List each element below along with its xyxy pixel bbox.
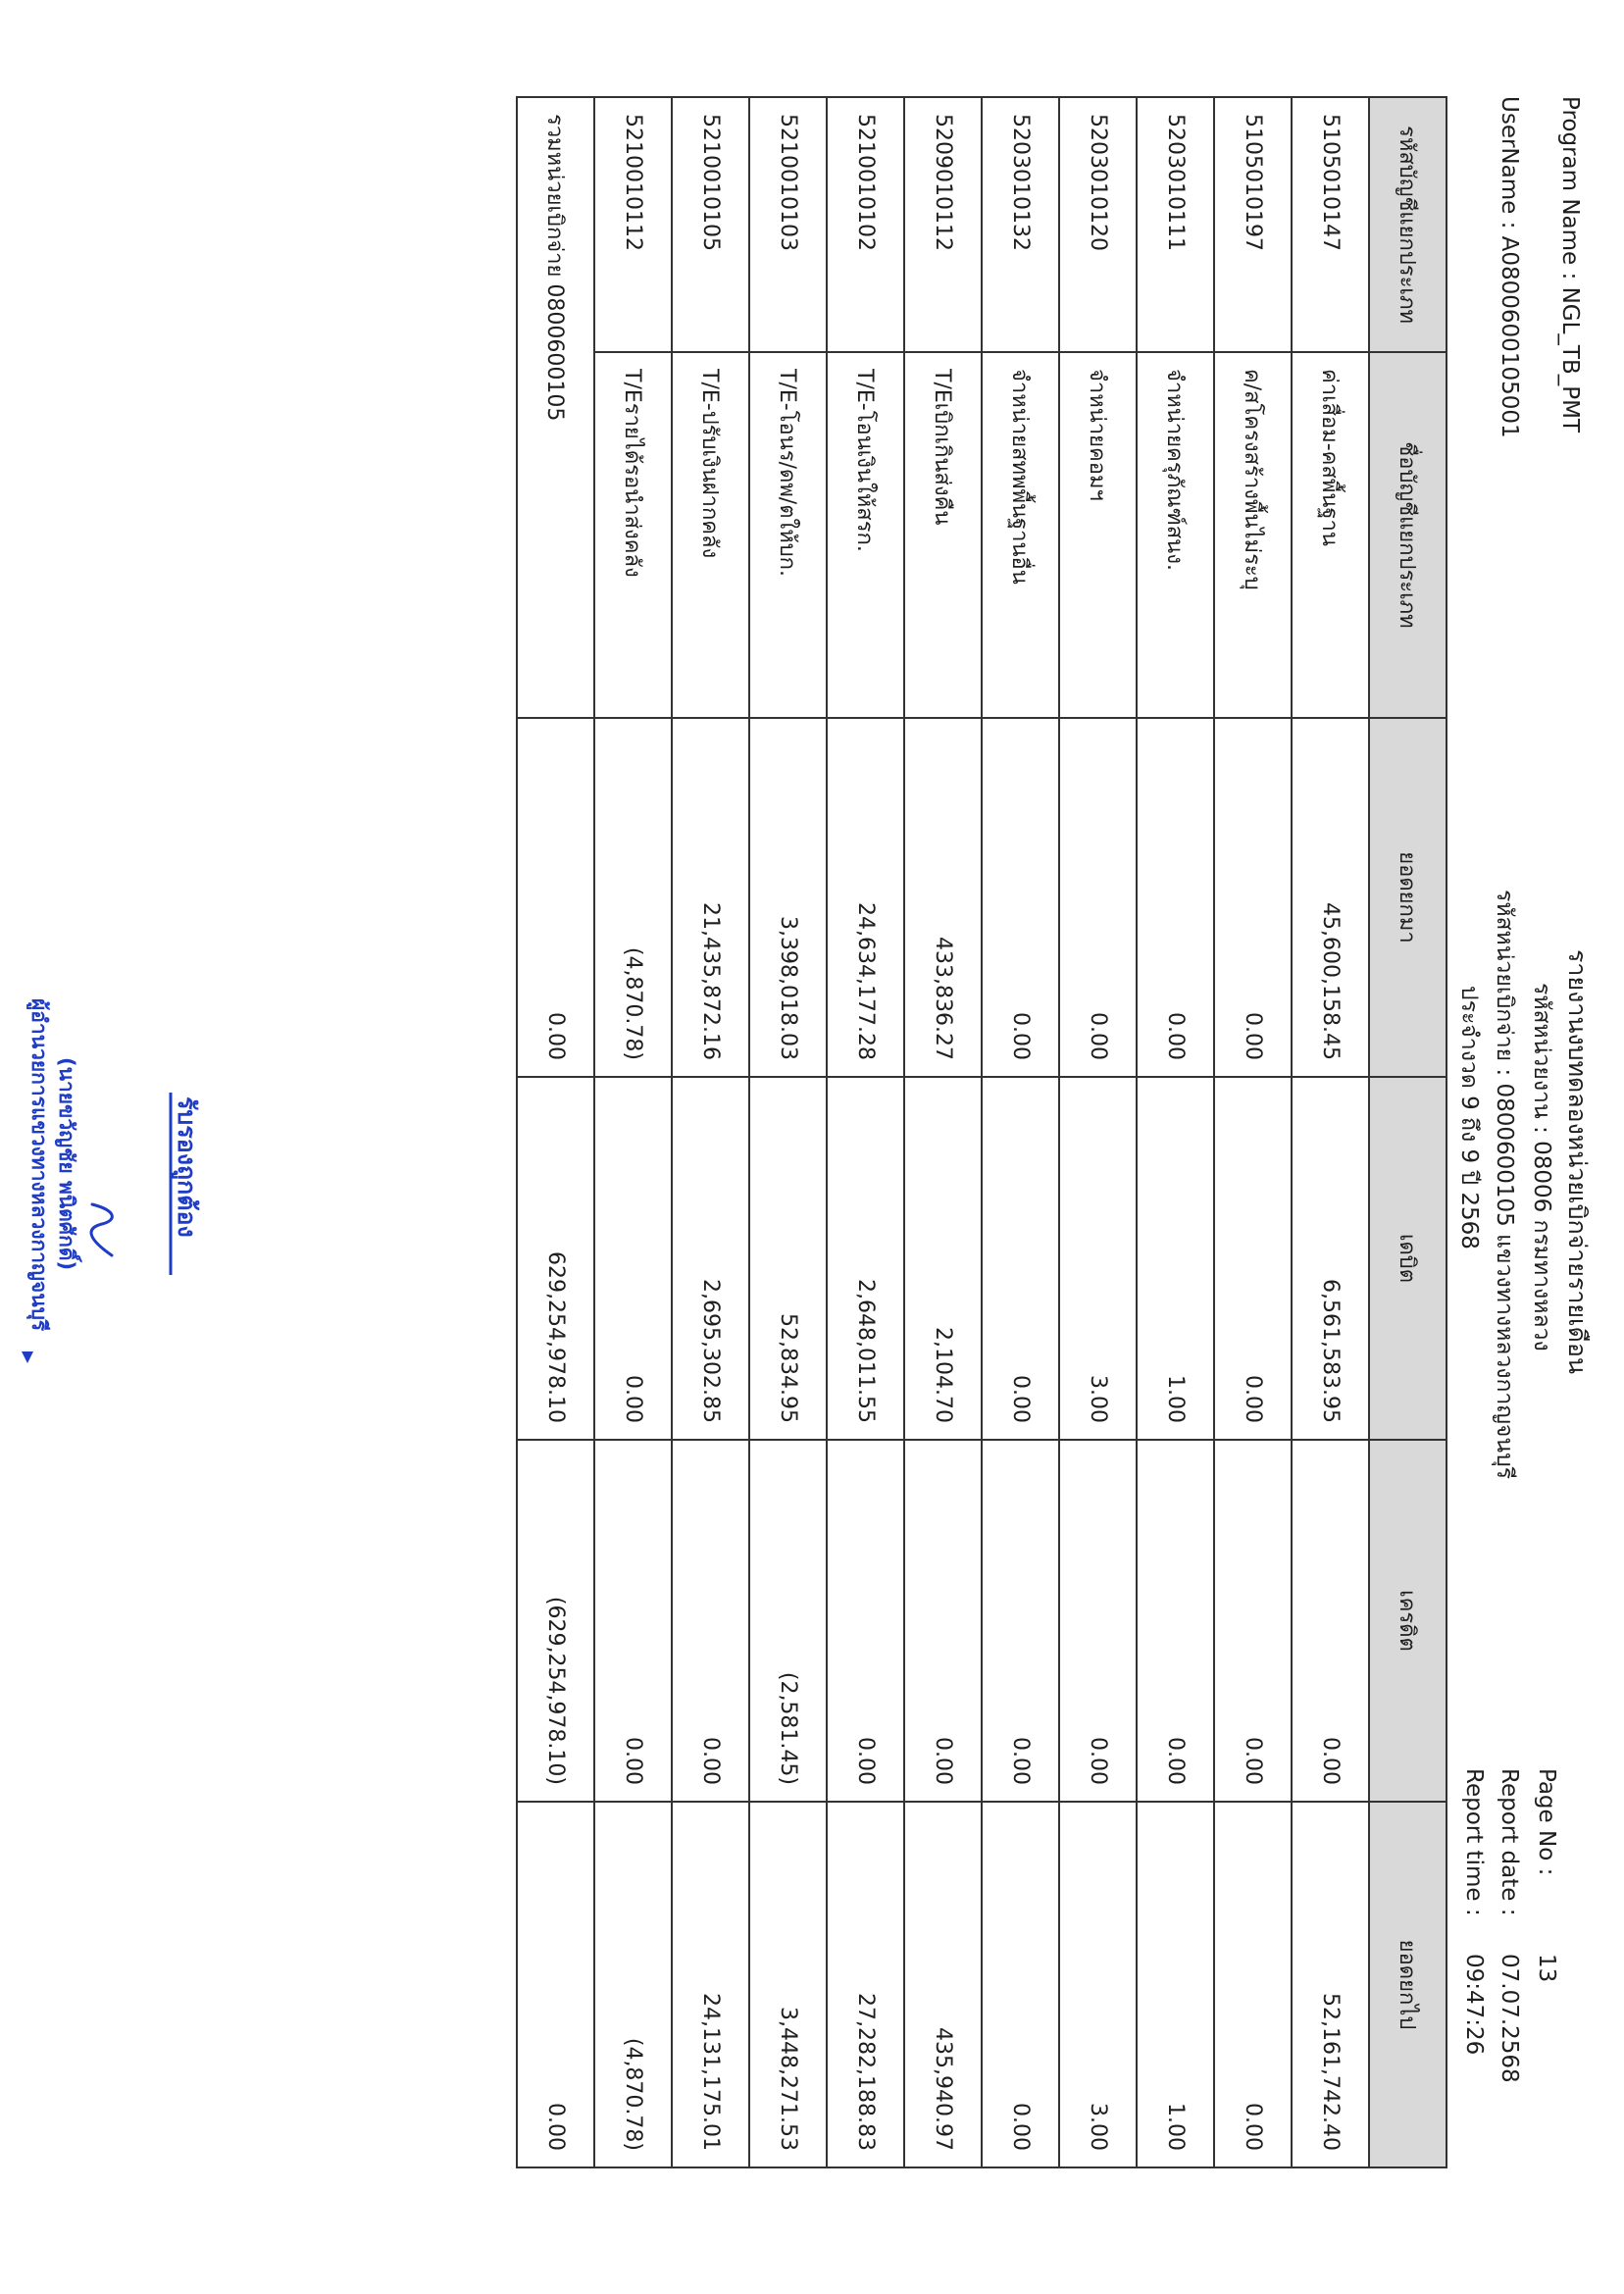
report-time-value: 09:47:26 [1461,1954,1487,2056]
brought-forward: 45,600,158.45 [1292,718,1369,1077]
col-account-name: ชื่อบัญชีแยกประเภท [1369,352,1446,718]
account-code: 5203010111 [1137,97,1214,352]
report-time-label: Report time : [1461,1768,1487,1916]
account-code: 5105010147 [1292,97,1369,352]
signatory-name: (นายขวัญชัย พนิตศักดิ์) [55,1057,78,1271]
credit: 0.00 [1137,1440,1214,1802]
brought-forward: 0.00 [1214,718,1292,1077]
brought-forward: 0.00 [1059,718,1137,1077]
credit: 0.00 [827,1440,904,1802]
table-row [904,97,982,2167]
account-code: 5105010197 [1214,97,1292,352]
carried-forward: 27,282,188.83 [827,1802,904,2167]
account-name: ค่าเสื่อม-คสพื้นฐาน [1292,352,1369,718]
col-account-code: รหัสบัญชีแยกประเภท [1369,97,1446,352]
col-credit: เครดิต [1369,1440,1446,1802]
account-code: 5203010120 [1059,97,1137,352]
col-debit: เดบิต [1369,1077,1446,1440]
department: รหัสหน่วยงาน : 08006 กรมทางหลวง [1529,983,1554,1351]
account-code: 5210010102 [827,97,904,352]
stamp-underline [167,1091,175,1277]
account-name: T/E-ปรับเงินฝากคลัง [672,352,749,718]
brought-forward: (4,870.78) [594,718,672,1077]
credit: 0.00 [982,1440,1059,1802]
account-code: 5210010103 [749,97,827,352]
total-brought-forward: 0.00 [517,718,594,1077]
account-code: 5210010105 [672,97,749,352]
brought-forward: 3,398,018.03 [749,718,827,1077]
trial-balance-table [516,96,1447,2168]
carried-forward: 0.00 [1214,1802,1292,2167]
program-name: Program Name : NGL_TB_PMT [1557,96,1583,433]
credit: 0.00 [594,1440,672,1802]
credit: 0.00 [1059,1440,1137,1802]
disbursing-unit: รหัสหน่วยเบิกจ่าย : 0800600105 แขวงทางหลวงกาญจนบุรี [1492,890,1517,1480]
report-date-value: 07.07.2568 [1497,1954,1522,2083]
debit: 0.00 [1214,1077,1292,1440]
debit: 0.00 [982,1077,1059,1440]
credit: 0.00 [1292,1440,1369,1802]
carried-forward: 1.00 [1137,1802,1214,2167]
stamp-arrow-icon [20,1350,35,1365]
carried-forward: 24,131,175.01 [672,1802,749,2167]
certified-stamp: รับรองถูกต้อง [173,1096,201,1238]
credit: 0.00 [904,1440,982,1802]
table-row [982,97,1059,2167]
debit: 2,104.70 [904,1077,982,1440]
total-credit: (629,254,978.10) [517,1440,594,1802]
col-carried-forward: ยอดยกไป [1369,1802,1446,2167]
brought-forward: 0.00 [1137,718,1214,1077]
total-row [517,97,594,2167]
account-name: จำหน่ายครุภัณฑ์สนง. [1137,352,1214,718]
report-date-label: Report date : [1497,1768,1522,1916]
report-period: ประจำงวด 9 ถึง 9 ปี 2568 [1456,986,1482,1249]
total-debit: 629,254,978.10 [517,1077,594,1440]
account-name: T/Eรายได้รอนำส่งคลัง [594,352,672,718]
account-name: ค/สโครงสร้างพื้นไม่ระบุ [1214,352,1292,718]
table-row [749,97,827,2167]
col-brought-forward: ยอดยกมา [1369,718,1446,1077]
carried-forward: (4,870.78) [594,1802,672,2167]
report-title: รายงานงบทดลองหน่วยเบิกจ่ายรายเดือน [1563,949,1592,1374]
total-label: รวมหน่วยเบิกจ่าย 0800600105 [517,97,594,718]
page-no-value: 13 [1534,1954,1559,1983]
account-name: จำหน่ายคอมฯ [1059,352,1137,718]
signatory-position: ผู้อำนวยการแขวงทางหลวงกาญจนบุรี [27,998,51,1332]
carried-forward: 3.00 [1059,1802,1137,2167]
page-no-label: Page No : [1534,1768,1559,1876]
account-code: 5203010132 [982,97,1059,352]
carried-forward: 3,448,271.53 [749,1802,827,2167]
signature-icon [82,1198,122,1261]
debit: 2,648,011.55 [827,1077,904,1440]
brought-forward: 21,435,872.16 [672,718,749,1077]
account-code: 5210010112 [594,97,672,352]
total-carried-forward: 0.00 [517,1802,594,2167]
carried-forward: 435,940.97 [904,1802,982,2167]
account-name: จำหน่ายสทพพื้นฐานอื่น [982,352,1059,718]
account-name: T/E-โอนเงินให้สรก. [827,352,904,718]
username: UserName : A0800600105001 [1497,96,1522,438]
table-row [594,97,672,2167]
account-name: T/E-โอนร/ดพ/ตให้บก. [749,352,827,718]
table-row [1214,97,1292,2167]
table-row [1292,97,1369,2167]
debit: 1.00 [1137,1077,1214,1440]
table-header-row [1369,97,1446,2167]
debit: 52,834.95 [749,1077,827,1440]
debit: 2,695,302.85 [672,1077,749,1440]
brought-forward: 24,634,177.28 [827,718,904,1077]
table-row [827,97,904,2167]
credit: 0.00 [672,1440,749,1802]
credit: 0.00 [1214,1440,1292,1802]
debit: 0.00 [594,1077,672,1440]
debit: 6,561,583.95 [1292,1077,1369,1440]
table-row [672,97,749,2167]
account-name: T/Eเบิกเกินส่งคืน [904,352,982,718]
brought-forward: 433,836.27 [904,718,982,1077]
table-row [1059,97,1137,2167]
credit: (2,581.45) [749,1440,827,1802]
brought-forward: 0.00 [982,718,1059,1077]
account-code: 5209010112 [904,97,982,352]
carried-forward: 52,161,742.40 [1292,1802,1369,2167]
debit: 3.00 [1059,1077,1137,1440]
carried-forward: 0.00 [982,1802,1059,2167]
table-row [1137,97,1214,2167]
